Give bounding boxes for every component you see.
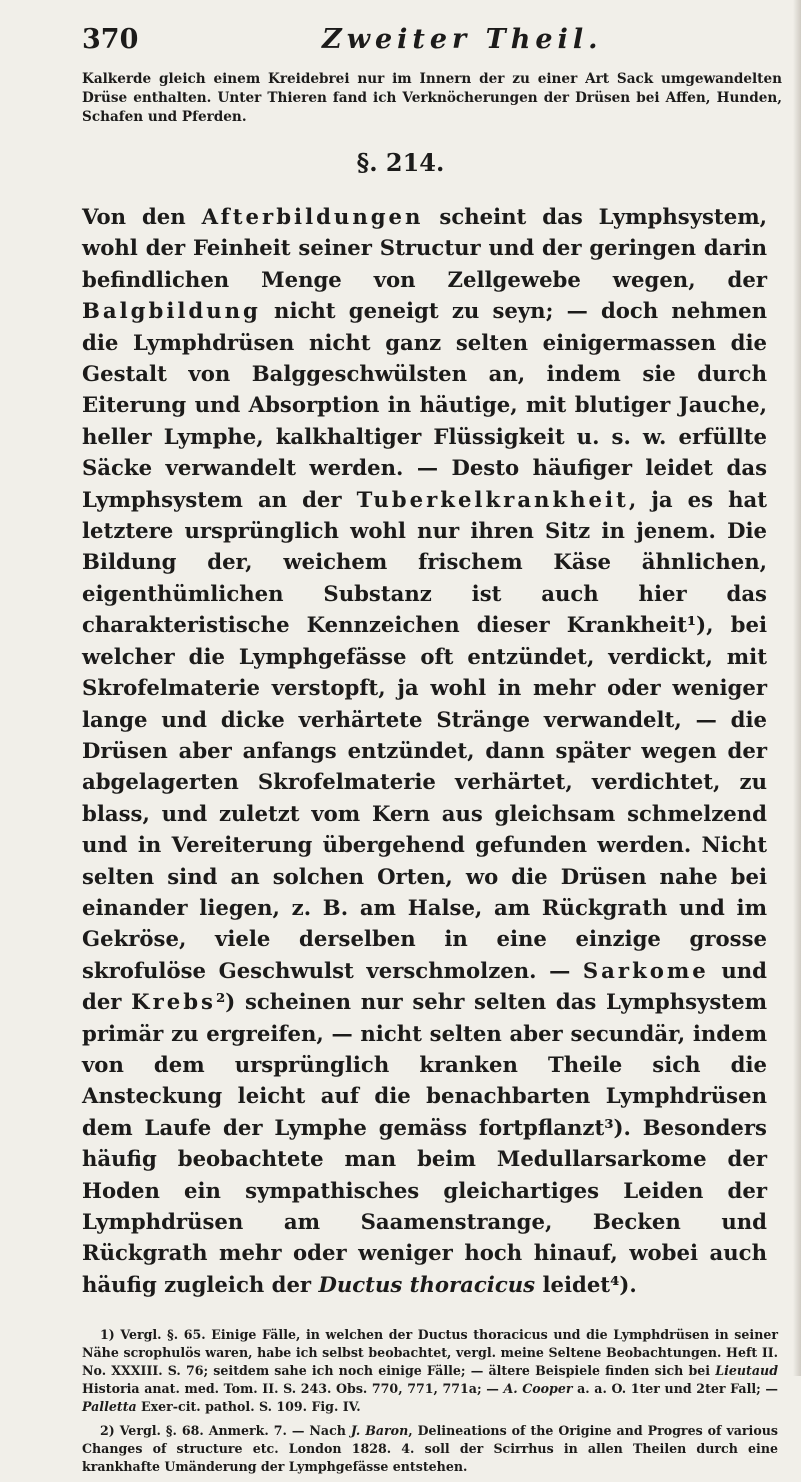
page-number: 370 — [82, 24, 139, 55]
section-number: §. 214. — [356, 148, 445, 177]
main-paragraph — [82, 201, 767, 1300]
footnote-text: 2) Vergl. §. 68. Anmerk. 7. — Nach — [100, 1423, 351, 1438]
footnote-text: Exer-cit. pathol. S. 109. Fig. IV. — [136, 1399, 361, 1414]
term-sarkome: Sarkome — [582, 957, 709, 983]
page-edge-shadow — [793, 0, 801, 1376]
footnote-author: J. Baron — [350, 1423, 409, 1438]
footnote-text: 1) Vergl. §. 65. Einige Fälle, in welchen der Ductus thoracicus und die Lymphdrüsen in seiner Nähe scrophulös waren, habe ich selbst beobachtet, vergl. meine Seltene Beobachtungen. Heft II. No. XXXIII. S. 76; seitdem sahe ich noch einige Fälle; — ältere Beispiele finden sich bei — [82, 1327, 778, 1378]
term-tuberkelkrankheit: Tuberkelkrankheit — [356, 486, 629, 512]
footnote-2 — [82, 1422, 778, 1476]
term-krebs: Krebs — [131, 989, 216, 1015]
footnote-text: Historia anat. med. Tom. II. S. 243. Obs. 770, 771, 771a; — — [82, 1381, 504, 1396]
footnote-author: Palletta — [82, 1399, 137, 1414]
body-text: nicht geneigt zu seyn; — doch nehmen die Lymphdrüsen nicht ganz selten einigermassen die Gestalt von Balggeschwülsten an, indem sie durch Eiterung und Absorption in häutige, mit blutiger Jauche, heller Lymphe, kalkhaltiger Flüssigkeit u. s. w. erfüllte Säcke verwandelt werden. — Desto häufiger leidet das Lymphsystem an der — [82, 298, 767, 512]
footnotes — [82, 1326, 778, 1482]
body-text: , ja es hat letztere ursprünglich wohl nur ihren Sitz in jenem. Die Bildung der, weichem frischem Käse ähnlichen, eigenthümlichen Substanz ist auch hier das charakteristische Kennzeichen dieser Krankheit¹), bei welcher die Lymphgefässe oft entzündet, verdickt, mit Skrofelmaterie verstopft, ja wohl in mehr oder weniger lange und dicke verhärtete Stränge verwandelt, — die Drüsen aber anfangs entzündet, dann später wegen der abgelagerten Skrofelmaterie verhärtet, verdichtet, zu blass, und zuletzt vom Kern aus gleichsam schmelzend und in Vereiterung übergehend gefunden werden. Nicht selten sind an solchen Orten, wo die Drüsen nahe bei einander liegen, z. B. am Halse, am Rückgrath und im Gekröse, viele derselben in eine einzige grosse skrofulöse Geschwulst verschmolzen. — — [82, 486, 767, 983]
intro-paragraph: Kalkerde gleich einem Kreidebrei nur im Innern der zu einer Art Sack umgewandelten Drüse enthalten. Unter Thieren fand ich Verknöcherungen der Drüsen bei Affen, Hunden, Schafen und Pferden. — [82, 71, 782, 125]
term-afterbildungen: Afterbildungen — [201, 204, 424, 229]
body-text: leidet⁴). — [535, 1271, 637, 1297]
footnote-text: a. a. O. 1ter und 2ter Fall; — — [572, 1381, 778, 1396]
body-text: ²) scheinen nur sehr selten das Lymphsystem primär zu ergreifen, — nicht selten aber secundär, indem von dem ursprünglich kranken Theile sich die Ansteckung leicht auf die benachbarten Lymphdrüsen dem Laufe der Lymphe gemäss fortpflanzt³). Besonders häufig beobachtete man beim Medullarsarkome der Hoden ein sympathisches gleichartiges Leiden der Lymphdrüsen am Saamenstrange, Becken und Rückgrath mehr oder weniger hoch hinauf, wobei auch häufig zugleich der — [82, 989, 767, 1297]
term-ductus-thoracicus: Ductus thoracicus — [318, 1271, 536, 1297]
footnote-author: Lieutaud — [715, 1363, 778, 1378]
page-header — [82, 20, 772, 60]
footnote-1 — [82, 1326, 778, 1416]
running-title: Zweiter Theil. — [322, 24, 603, 55]
body-text: und der — [82, 957, 767, 1015]
footnote-text: , Delineations of the Origine and Progres of various Changes of structure etc. London 1828. 4. soll der Scirrhus in allen Theilen durch eine krankhafte Umänderung der Lymphgefässe entstehen. — [82, 1423, 778, 1474]
footnote-author: A. Cooper — [503, 1381, 573, 1396]
body-text: Von den — [82, 204, 202, 229]
body-text: scheint das Lymphsystem, wohl der Feinheit seiner Structur und der geringen darin befindlichen Menge von Zellgewebe wegen, der — [82, 204, 767, 292]
term-balgbildung: Balgbildung — [82, 298, 261, 324]
